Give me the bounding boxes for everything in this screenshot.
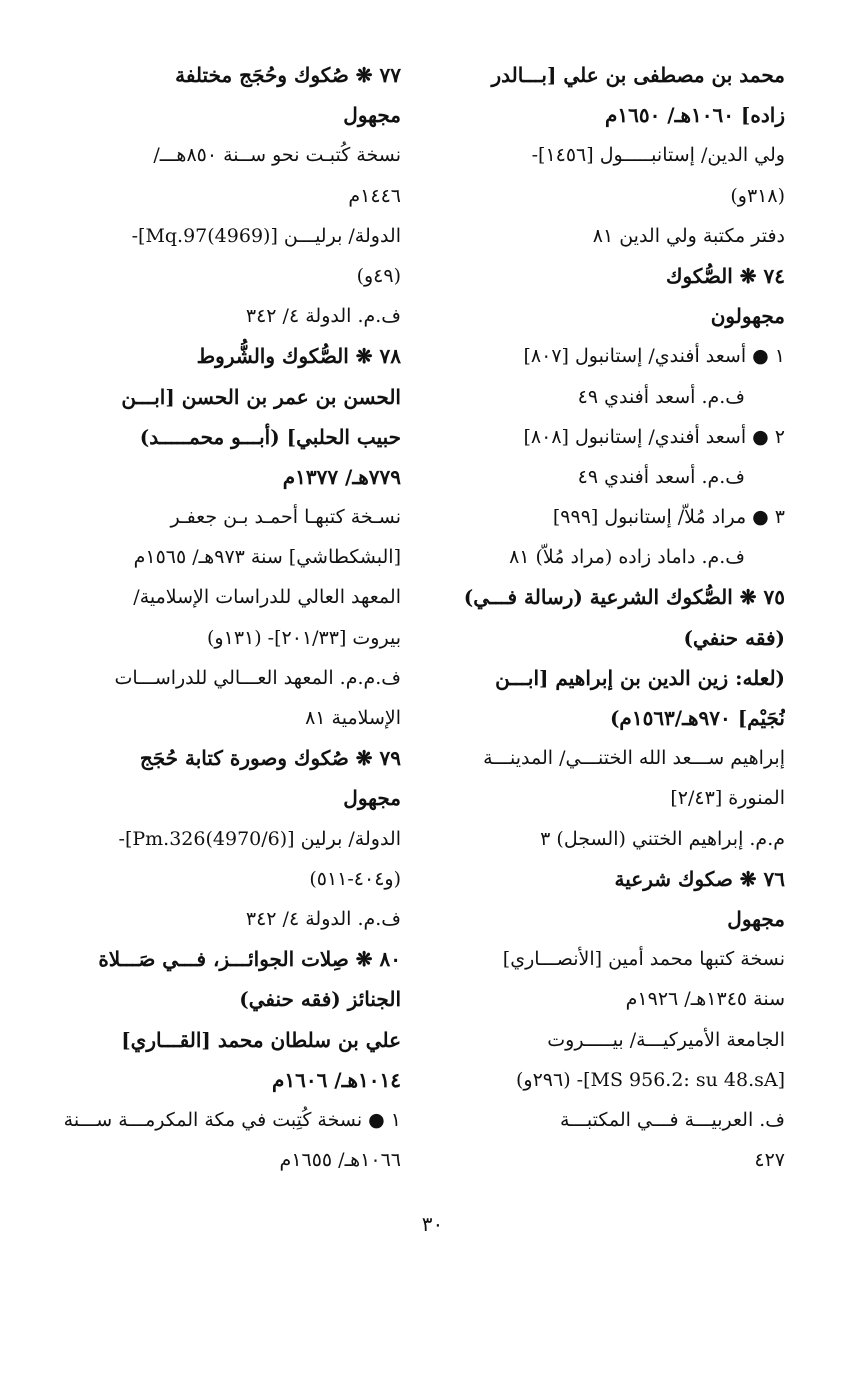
text-line: (و٤٠٤-٥١١) <box>309 867 401 890</box>
text-line: ٧٩ ❋ صُكوك وصورة كتابة حُجَج <box>139 746 401 771</box>
text-line: ف.م.م. المعهد العـــالي للدراســـات <box>114 666 401 689</box>
text-line: بيروت [٢٠١/٣٣]- (١٣١و) <box>207 626 401 649</box>
text-line: الإسلامية ٨١ <box>305 707 401 729</box>
text-line: محمد بن مصطفى بن علي [بـــالدر <box>491 63 785 87</box>
text-line: ٢ ● أسعد أفندي/ إستانبول [٨٠٨] <box>523 425 785 448</box>
text-line: (٣١٨و) <box>730 184 785 207</box>
text-line: ف.م. داماد زاده (مراد مُلاّ) ٨١ <box>509 546 745 569</box>
text-line: مجهولون <box>710 304 785 329</box>
text-line: ٧٦ ❋ صكوك شرعية <box>614 866 785 891</box>
text-line: ف.م. الدولة ٤/ ٣٤٢ <box>245 305 401 328</box>
text-line: م.م. إبراهيم الختني (السجل) ٣ <box>540 827 785 850</box>
text-line: ١ ● أسعد أفندي/ إستانبول [٨٠٧] <box>523 345 785 368</box>
text-line: ١٠١٤هـ/ ١٦٠٦م <box>271 1067 401 1092</box>
text-line: ٤٢٧ <box>754 1149 785 1172</box>
text-line: الجامعة الأميركيـــة/ بيـــــروت <box>547 1028 785 1051</box>
text-line: ٧٨ ❋ الصُّكوك والشُّروط <box>196 344 401 369</box>
text-line: ف.م. أسعد أفندي ٤٩ <box>577 385 745 408</box>
text-line: المنورة [٢/٤٣] <box>670 787 785 810</box>
text-line: إبراهيم ســـعد الله الختنـــي/ المدينـــة <box>483 747 785 770</box>
text-line: دفتر مكتبة ولي الدين ٨١ <box>592 224 785 247</box>
text-line: ١٤٤٦م <box>348 184 401 207</box>
text-line: ف. العربيـــة فـــي المكتبـــة <box>560 1108 785 1131</box>
text-line: مجهول <box>727 906 785 931</box>
text-line: [البشكطاشي] سنة ٩٧٣هـ/ ١٥٦٥م <box>133 546 401 569</box>
text-line: علي بن سلطان محمد [القـــاري] <box>121 1027 401 1052</box>
text-line: الجنائز (فقه حنفي) <box>239 987 401 1012</box>
text-line: نُجَيْم] ٩٧٠هـ/١٥٦٣م) <box>609 706 785 730</box>
text-line: ٧٧٩هـ/ ١٣٧٧م <box>282 464 401 489</box>
text-line: مجهول <box>343 103 401 128</box>
text-line: ٣ ● مراد مُلاّ/ إستانبول [٩٩٩] <box>552 506 785 529</box>
text-line: ٧٤ ❋ الصُّكوك <box>665 263 785 288</box>
text-line: (٤٩و) <box>356 264 401 287</box>
text-line: ٧٧ ❋ صُكوك وحُجَج مختلفة <box>175 63 401 87</box>
text-line: المعهد العالي للدراسات الإسلامية/ <box>133 586 401 609</box>
text-line: ف.م. أسعد أفندي ٤٩ <box>577 465 745 488</box>
text-line: الدولة/ برلين [Pm.326(4970/6)]- <box>118 827 401 850</box>
text-line: مجهول <box>343 786 401 811</box>
left-column <box>56 55 401 1180</box>
text-line: زاده] ١٠٦٠هـ/ ١٦٥٠م <box>604 103 785 128</box>
text-line: الحسن بن عمر بن الحسن [ابـــن <box>121 384 401 409</box>
text-line: الدولة/ برليـــن [Mq.97(4969)]- <box>131 224 401 247</box>
text-line: نسخة كتبها محمد أمين [الأنصـــاري] <box>502 948 785 971</box>
text-line: نسـخة كتبهـا أحمـد بـن جعفـر <box>170 506 401 529</box>
text-line: سنة ١٣٤٥هـ/ ١٩٢٦م <box>625 988 785 1011</box>
text-line: ١٠٦٦هـ/ ١٦٥٥م <box>279 1149 401 1172</box>
text-line: ٨٠ ❋ صِلات الجوائـــز، فـــي صَـــلاة <box>98 947 401 972</box>
text-line: ولي الدين/ إستانبـــــول [١٤٥٦]- <box>531 144 785 167</box>
text-line: نسخة كُتبـت نحو ســنة ٨٥٠هـــ/ <box>153 144 401 167</box>
text-line: ف.م. الدولة ٤/ ٣٤٢ <box>245 907 401 930</box>
right-column <box>440 55 785 1180</box>
text-line: ١ ● نسخة كُتِبت في مكة المكرمـــة ســـنة <box>63 1108 401 1131</box>
text-line: (لعله: زين الدين بن إبراهيم [ابـــن <box>495 665 785 690</box>
text-line: ٧٥ ❋ الصُّكوك الشرعية (رسالة فـــي) <box>463 585 785 610</box>
page-number: ٣٠ <box>421 1212 444 1236</box>
text-line: (فقه حنفي) <box>683 625 785 650</box>
text-line: [MS 956.2: su 48.sA]- (٢٩٦و) <box>516 1068 785 1091</box>
text-line: حبيب الحلبي] (أبـــو محمـــــد) <box>139 424 401 449</box>
